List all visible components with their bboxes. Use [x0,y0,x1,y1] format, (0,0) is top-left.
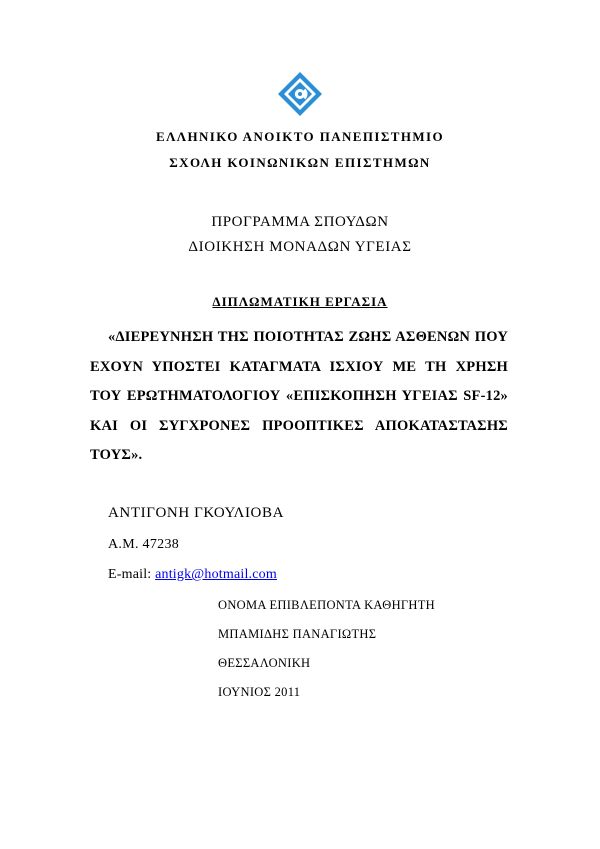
date: ΙΟΥΝΙΟΣ 2011 [218,685,301,699]
supervisor-label: ΟΝΟΜΑ ΕΠΙΒΛΕΠΟΝΤΑ ΚΑΘΗΓΗΤΗ [218,598,436,612]
city: ΘΕΣΣΑΛΟΝΙΚΗ [218,656,311,670]
program-block [0,210,600,260]
author-email [108,567,277,583]
university-logo-icon [276,70,324,118]
author-name: ΑΝΤΙΓΟΝΗ ΓΚΟΥΛΙΟΒΑ [108,505,285,521]
university-name: ΕΛΛΗΝΙΚΟ ΑΝΟΙΚΤΟ ΠΑΝΕΠΙΣΤΗΜΙΟ [156,129,444,144]
student-id: Α.Μ. 47238 [108,537,180,552]
email-label: E-mail: [108,567,156,582]
thesis-title: «ΔΙΕΡΕΥΝΗΣΗ ΤΗΣ ΠΟΙΟΤΗΤΑΣ ΖΩΗΣ ΑΣΘΕΝΩΝ ΠΟΥ ΕΧΟΥΝ ΥΠΟΣΤΕΙ ΚΑΤΑΓΜΑΤΑ ΙΣΧΙΟΥ ΜΕ ΤΗ ΧΡΗΣΗ ΤΟΥ ΕΡΩΤΗΜΑΤΟΛΟΓΙΟΥ «ΕΠΙΣΚΟΠΗΣΗ ΥΓΕΙΑΣ SF-12» ΚΑΙ ΟΙ ΣΥΓΧΡΟΝΕΣ ΠΡΟΟΠΤΙΚΕΣ ΑΠΟΚΑΤΑΣΤΑΣΗΣ ΤΟΥΣ». [90,329,508,463]
program-name: ΔΙΟΙΚΗΣΗ ΜΟΝΑΔΩΝ ΥΓΕΙΑΣ [188,239,412,255]
program-label: ΠΡΟΓΡΑΜΜΑ ΣΠΟΥΔΩΝ [211,214,389,230]
email-link[interactable]: antigk@hotmail.com [155,567,277,582]
supervisor-name: ΜΠΑΜΙΔΗΣ ΠΑΝΑΓΙΩΤΗΣ [218,627,377,641]
university-header [0,124,600,176]
school-name: ΣΧΟΛΗ ΚΟΙΝΩΝΙΚΩΝ ΕΠΙΣΤΗΜΩΝ [169,155,431,170]
thesis-label: ΔΙΠΛΩΜΑΤΙΚΗ ΕΡΓΑΣΙΑ [212,294,388,309]
